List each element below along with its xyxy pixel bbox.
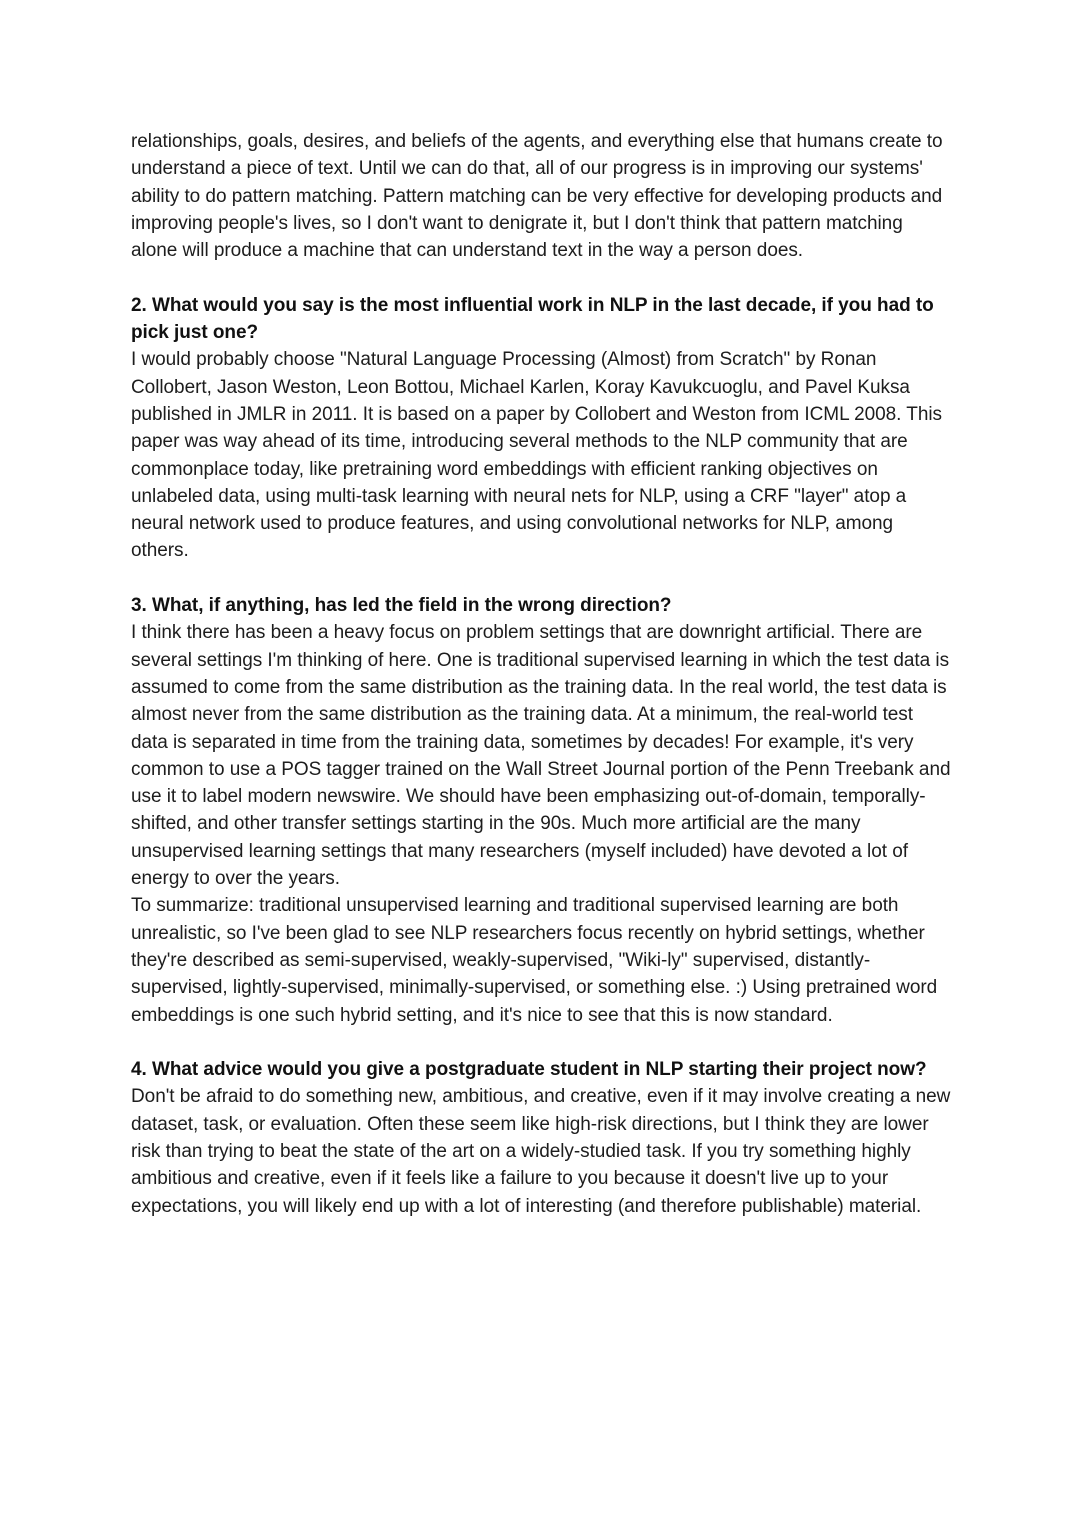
question-heading: 3. What, if anything, has led the field in the wrong direction? (131, 595, 672, 617)
answer-paragraph: I would probably choose "Natural Language Processing (Almost) from Scratch" by Ronan Collobert, Jason Weston, Leon Bottou, Michael Karlen, Koray Kavukcuoglu, and Pavel Kuksa published in JMLR in 2011. It is based on a paper by Collobert and Weston from ICML 2008. This paper was way ahead of its time, introducing several methods to the NLP community that are commonplace today, like pretraining word embeddings with efficient ranking objectives on unlabeled data, using multi-task learning with neural nets for NLP, using a CRF "layer" atop a neural network used to produce features, and using convolutional networks for NLP, among others. (131, 349, 942, 562)
answer-paragraph: Don't be afraid to do something new, ambitious, and creative, even if it may involve creating a new dataset, task, or evaluation. Often these seem like high-risk directions, but I think they are lower risk than trying to beat the state of the art on a widely-studied task. If you try something highly ambitious and creative, even if it feels like a failure to you because it doesn't live up to your expectations, you will likely end up with a lot of interesting (and therefore publishable) material. (131, 1086, 951, 1217)
section-gap (131, 565, 953, 592)
section-q2 (131, 292, 953, 565)
section-gap (131, 264, 953, 291)
answer-paragraph: I think there has been a heavy focus on problem settings that are downright artificial. There are several settings I'm thinking of here. One is traditional supervised learning in which the test data is assumed to come from the same distribution as the training data. In the real world, the test data is almost never from the same distribution as the training data. At a minimum, the real-world test data is separated in time from the training data, sometimes by decades! For example, it's very common to use a POS tagger trained on the Wall Street Journal portion of the Penn Treebank and use it to label modern newswire. We should have been emphasizing out-of-domain, temporally-shifted, and other transfer settings starting in the 90s. Much more artificial are the many unsupervised learning settings that many researchers (myself included) have devoted a lot of energy to over the years. (131, 622, 951, 890)
section-gap (131, 1029, 953, 1056)
answer-paragraph: To summarize: traditional unsupervised learning and traditional supervised learning are both unrealistic, so I've been glad to see NLP researchers focus recently on hybrid settings, whether they're described as semi-supervised, weakly-supervised, "Wiki-ly" supervised, distantly-supervised, lightly-supervised, minimally-supervised, or something else. :) Using pretrained word embeddings is one such hybrid setting, and it's nice to see that this is now standard. (131, 895, 938, 1026)
document-page (131, 128, 953, 1220)
question-heading: 4. What advice would you give a postgraduate student in NLP starting their project now? (131, 1059, 927, 1081)
question-heading: 2. What would you say is the most influential work in NLP in the last decade, if you had to pick just one? (131, 294, 934, 344)
section-q4 (131, 1056, 953, 1220)
section-q3 (131, 592, 953, 1029)
intro-paragraph: relationships, goals, desires, and beliefs of the agents, and everything else that humans create to understand a piece of text. Until we can do that, all of our progress is in improving our systems' ability to do pattern matching. Pattern matching can be very effective for developing products and improving people's lives, so I don't want to denigrate it, but I don't think that pattern matching alone will produce a machine that can understand text in the way a person does. (131, 131, 943, 262)
